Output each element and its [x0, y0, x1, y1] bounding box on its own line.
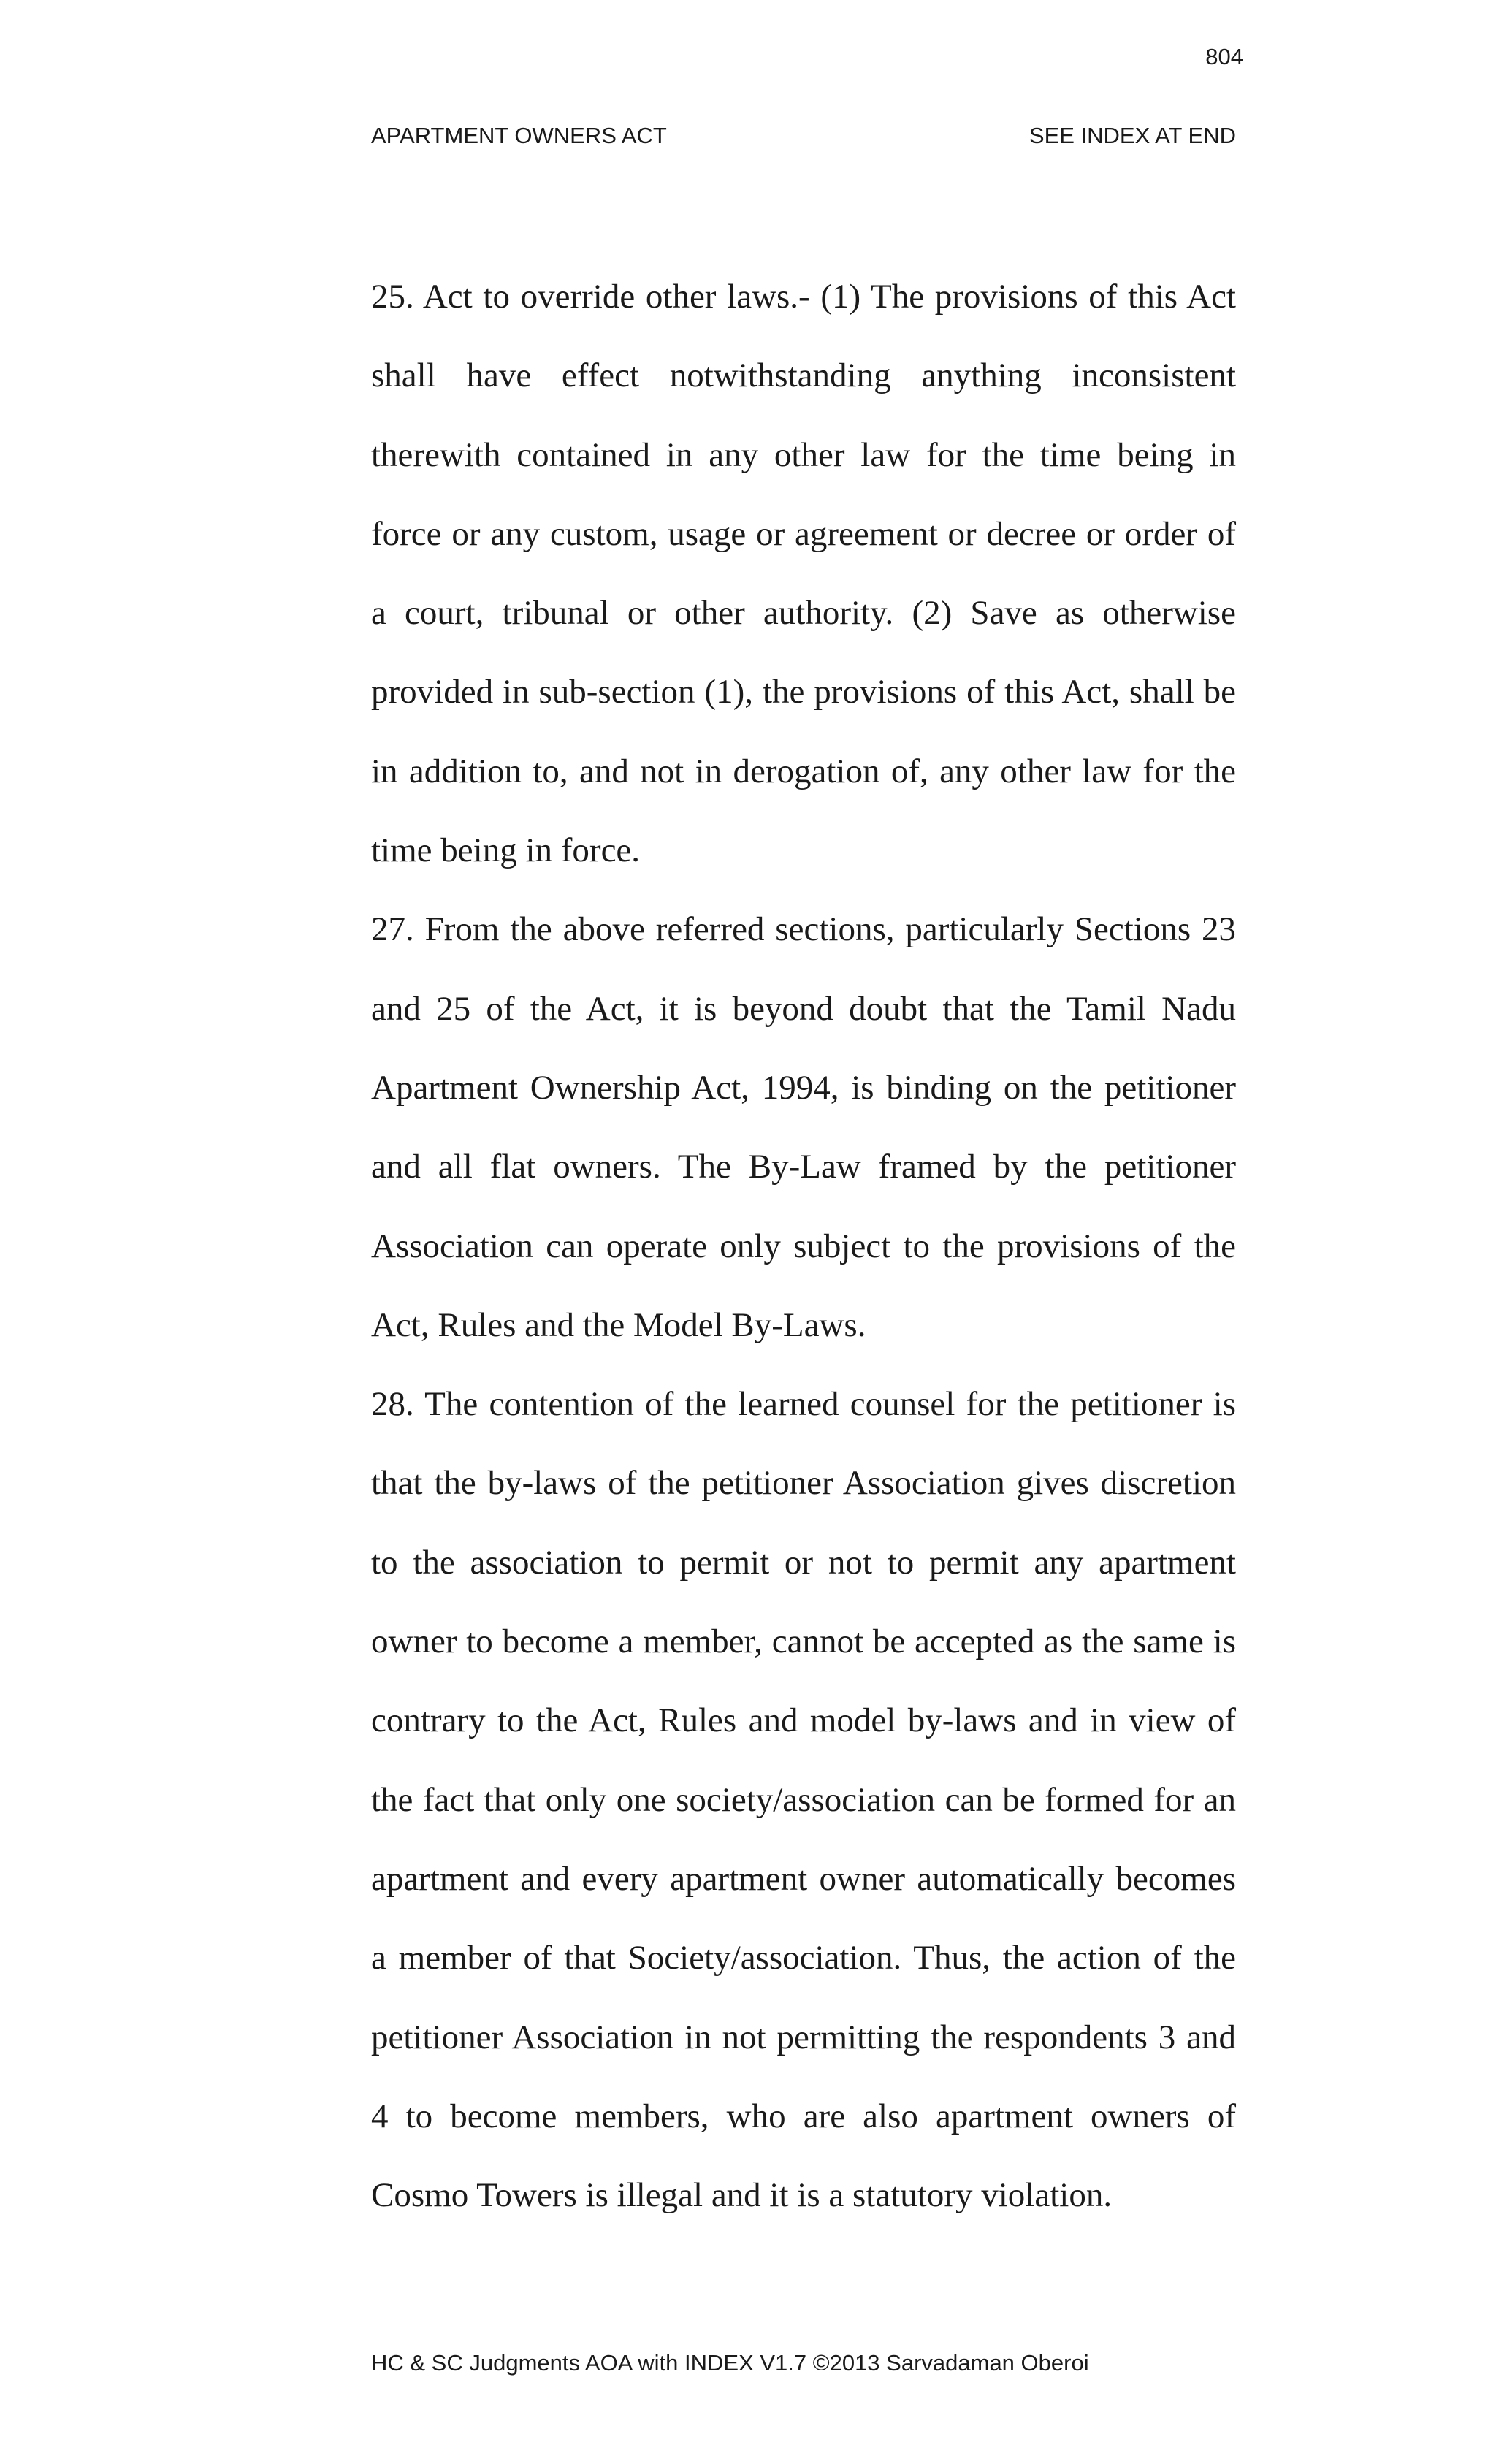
- header-title: APARTMENT OWNERS ACT: [371, 123, 667, 148]
- paragraph-28: 28. The contention of the learned counsel for the petitioner is that the by-laws of the petitioner Association gives discretion to the association to permit or not to permit any apartment owner to become a member, cannot be accepted as the same is contrary to the Act, Rules and model by-laws and in view of the fact that only one society/association can be formed for an apartment and every apartment owner automatically becomes a member of that Society/association. Thus, the action of the petitioner Association in not permitting the respondents 3 and 4 to become members, who are also apartment owners of Cosmo Towers is illegal and it is a statutory violation.: [371, 1385, 1236, 2215]
- paragraph-27: 27. From the above referred sections, particularly Sections 23 and 25 of the Act, it is beyond doubt that the Tamil Nadu Apartment Ownership Act, 1994, is binding on the petitioner and all flat owners. The By-Law framed by the petitioner Association can operate only subject to the provisions of the Act, Rules and the Model By-Laws.: [371, 910, 1236, 1344]
- page-number: 804: [1205, 44, 1243, 69]
- page-footer: HC & SC Judgments AOA with INDEX V1.7 ©2013 Sarvadaman Oberoi: [371, 2350, 1089, 2376]
- document-body: [371, 257, 1236, 2235]
- running-header: [371, 124, 1236, 147]
- paragraph-section-25: 25. Act to override other laws.- (1) The provisions of this Act shall have effect notwithstanding anything inconsistent therewith contained in any other law for the time being in force or any custom, usage or agreement or decree or order of a court, tribunal or other authority. (2) Save as otherwise provided in sub-section (1), the provisions of this Act, shall be in addition to, and not in derogation of, any other law for the time being in force.: [371, 278, 1236, 870]
- header-index-note: SEE INDEX AT END: [1028, 123, 1236, 148]
